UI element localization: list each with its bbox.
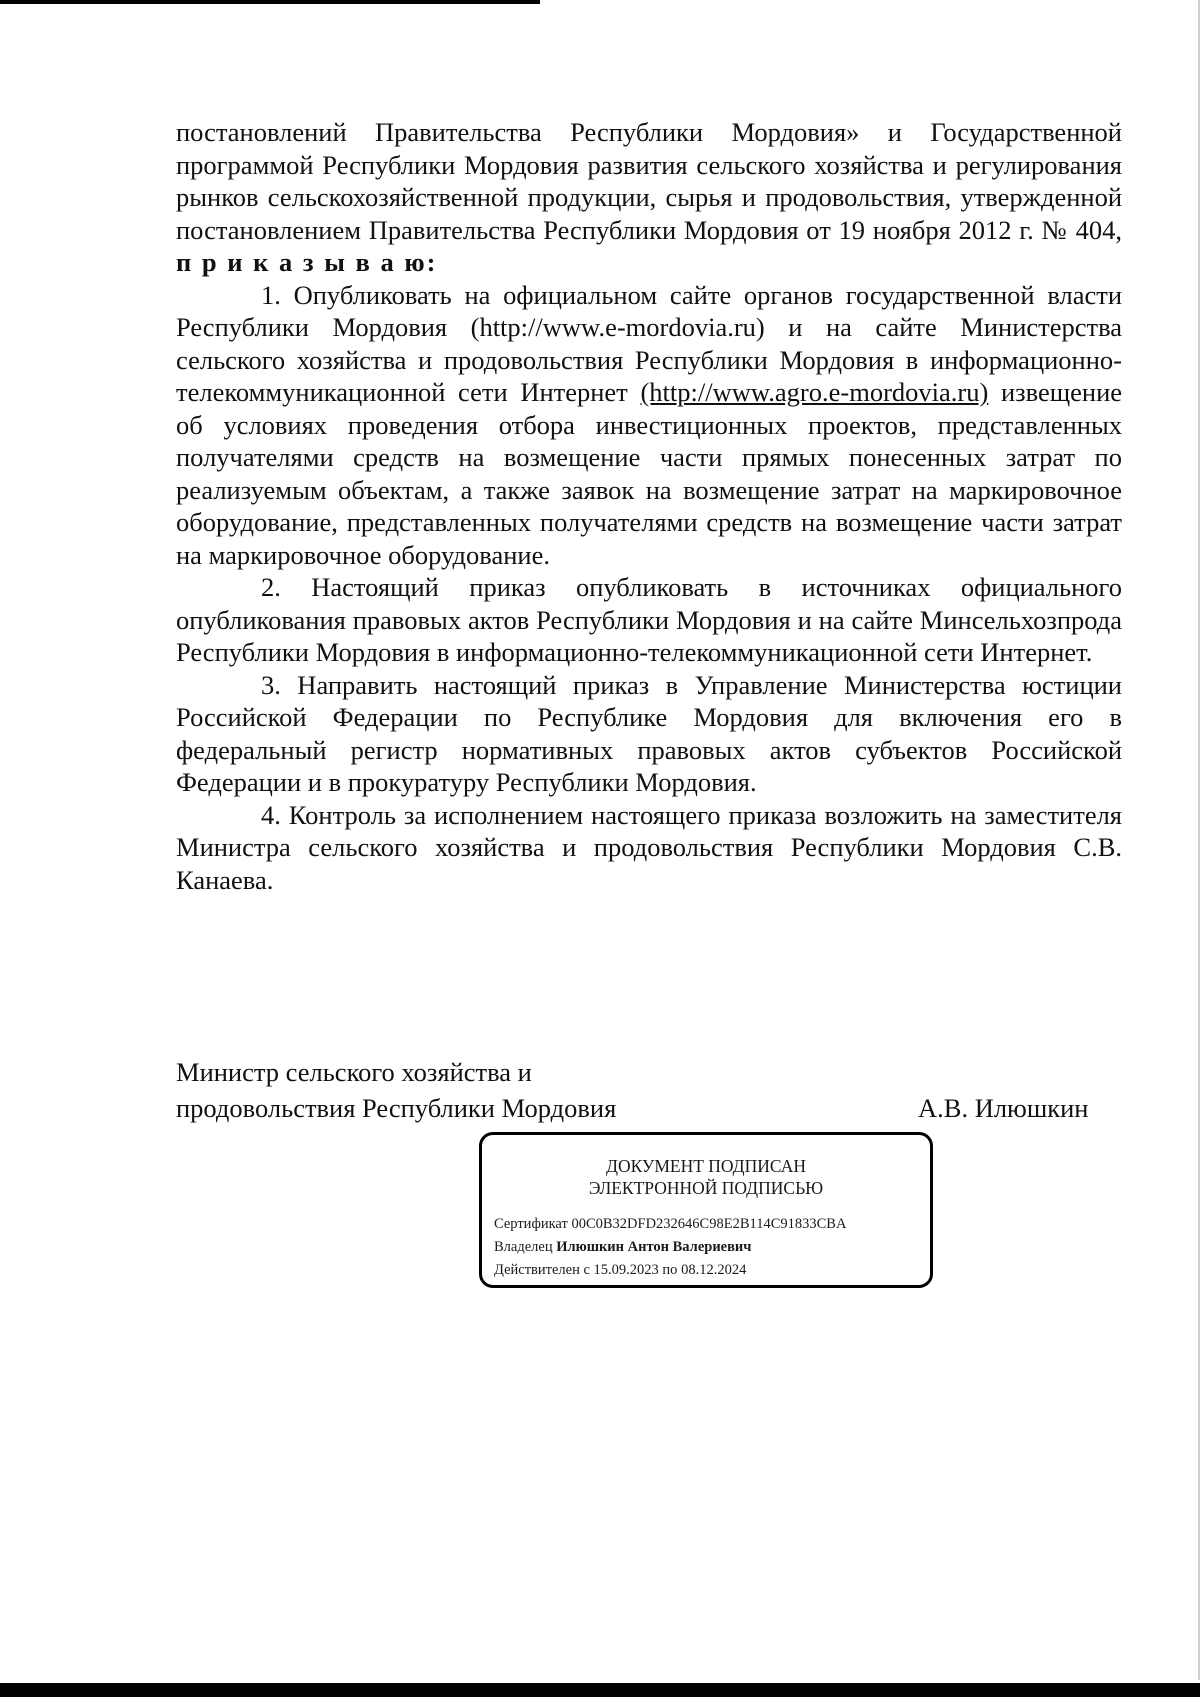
intro-line-5: Мордовия от 19 ноября 2012 г. № 404,: [683, 214, 1122, 245]
owner-value: Илюшкин Антон Валериевич: [556, 1239, 752, 1255]
stamp-owner-row: [494, 1236, 846, 1259]
scan-top-edge-line: [0, 0, 540, 4]
stamp-certificate-row: [494, 1213, 846, 1236]
certificate-label: Сертификат: [494, 1216, 568, 1232]
stamp-details: [494, 1213, 846, 1282]
order-item-1: [176, 279, 1122, 572]
signatory-position-line-2: продовольствия Республики Мордовия: [176, 1093, 617, 1123]
agro-site-link[interactable]: (http://www.agro.e-mordovia.ru): [640, 377, 989, 407]
signatory-position-line-1: Министр сельского хозяйства и: [176, 1057, 532, 1087]
valid-label: Действителен с: [494, 1262, 590, 1278]
document-body: [176, 116, 1122, 896]
stamp-title-line-2: ЭЛЕКТРОННОЙ ПОДПИСЬЮ: [588, 1178, 824, 1198]
item-1-text-end: извещение об условиях проведения отбора инвестиционных проектов, представленных получателями средств на возмещение части прямых понесенных затрат по реализуемым объектам, а также заявок на возмещение затрат на маркировочное оборудование, представленных получателями средств на возмещение части затрат на маркировочное оборудование.: [176, 377, 1123, 570]
order-item-2: 2. Настоящий приказ опубликовать в источниках официального опубликования правовых актов Республики Мордовия и на сайте Минсельхозпрода Республики Мордовия в информационно-телекоммуникационной сети Интернет.: [176, 572, 1122, 667]
valid-to-label: по: [662, 1262, 678, 1278]
intro-line-4: продовольствия, утвержденной постановлением Правительства Республики: [176, 182, 1123, 245]
stamp-validity-row: [494, 1259, 846, 1282]
electronic-signature-stamp: [479, 1132, 933, 1288]
intro-line-1: постановлений Правительства Республики Мордовия» и Государственной: [176, 117, 1122, 147]
order-word: п р и к а з ы в а ю:: [176, 247, 438, 277]
scan-bottom-edge-band: [0, 1683, 1200, 1697]
signatory-position: [176, 1054, 616, 1126]
valid-to: 08.12.2024: [681, 1262, 747, 1278]
stamp-title: [482, 1155, 930, 1199]
owner-label: Владелец: [494, 1239, 553, 1255]
order-item-3: 3. Направить настоящий приказ в Управление Министерства юстиции Российской Федерации по Республике Мордовия для включения его в федеральный регистр нормативных правовых актов субъектов Российской Федерации и в прокуратуру Республики Мордовия.: [176, 669, 1122, 797]
intro-paragraph: [176, 116, 1122, 279]
stamp-title-line-1: ДОКУМЕНТ ПОДПИСАН: [606, 1156, 806, 1176]
intro-line-3: регулирования рынков сельскохозяйственной продукции, сырья и: [176, 149, 1122, 212]
item-1-text-start: 1. Опубликовать на официальном сайте органов государственной власти Республики Мордовия (http://www.e-mordovia.ru) и на сайте Министерства сельского хозяйства и продовольствия Республики Мордовия в информационно-телекоммуникационной сети Интернет: [176, 279, 1122, 407]
intro-line-2: программой Республики Мордовия развития сельского хозяйства и: [176, 149, 947, 180]
order-item-4: 4. Контроль за исполнением настоящего приказа возложить на заместителя Министра сельского хозяйства и продовольствия Республики Мордовия С.В. Канаева.: [176, 799, 1122, 895]
signatory-name: А.В. Илюшкин: [918, 1093, 1089, 1123]
valid-from: 15.09.2023: [593, 1262, 659, 1278]
certificate-value: 00C0B32DFD232646C98E2B114C91833CBA: [571, 1216, 847, 1232]
